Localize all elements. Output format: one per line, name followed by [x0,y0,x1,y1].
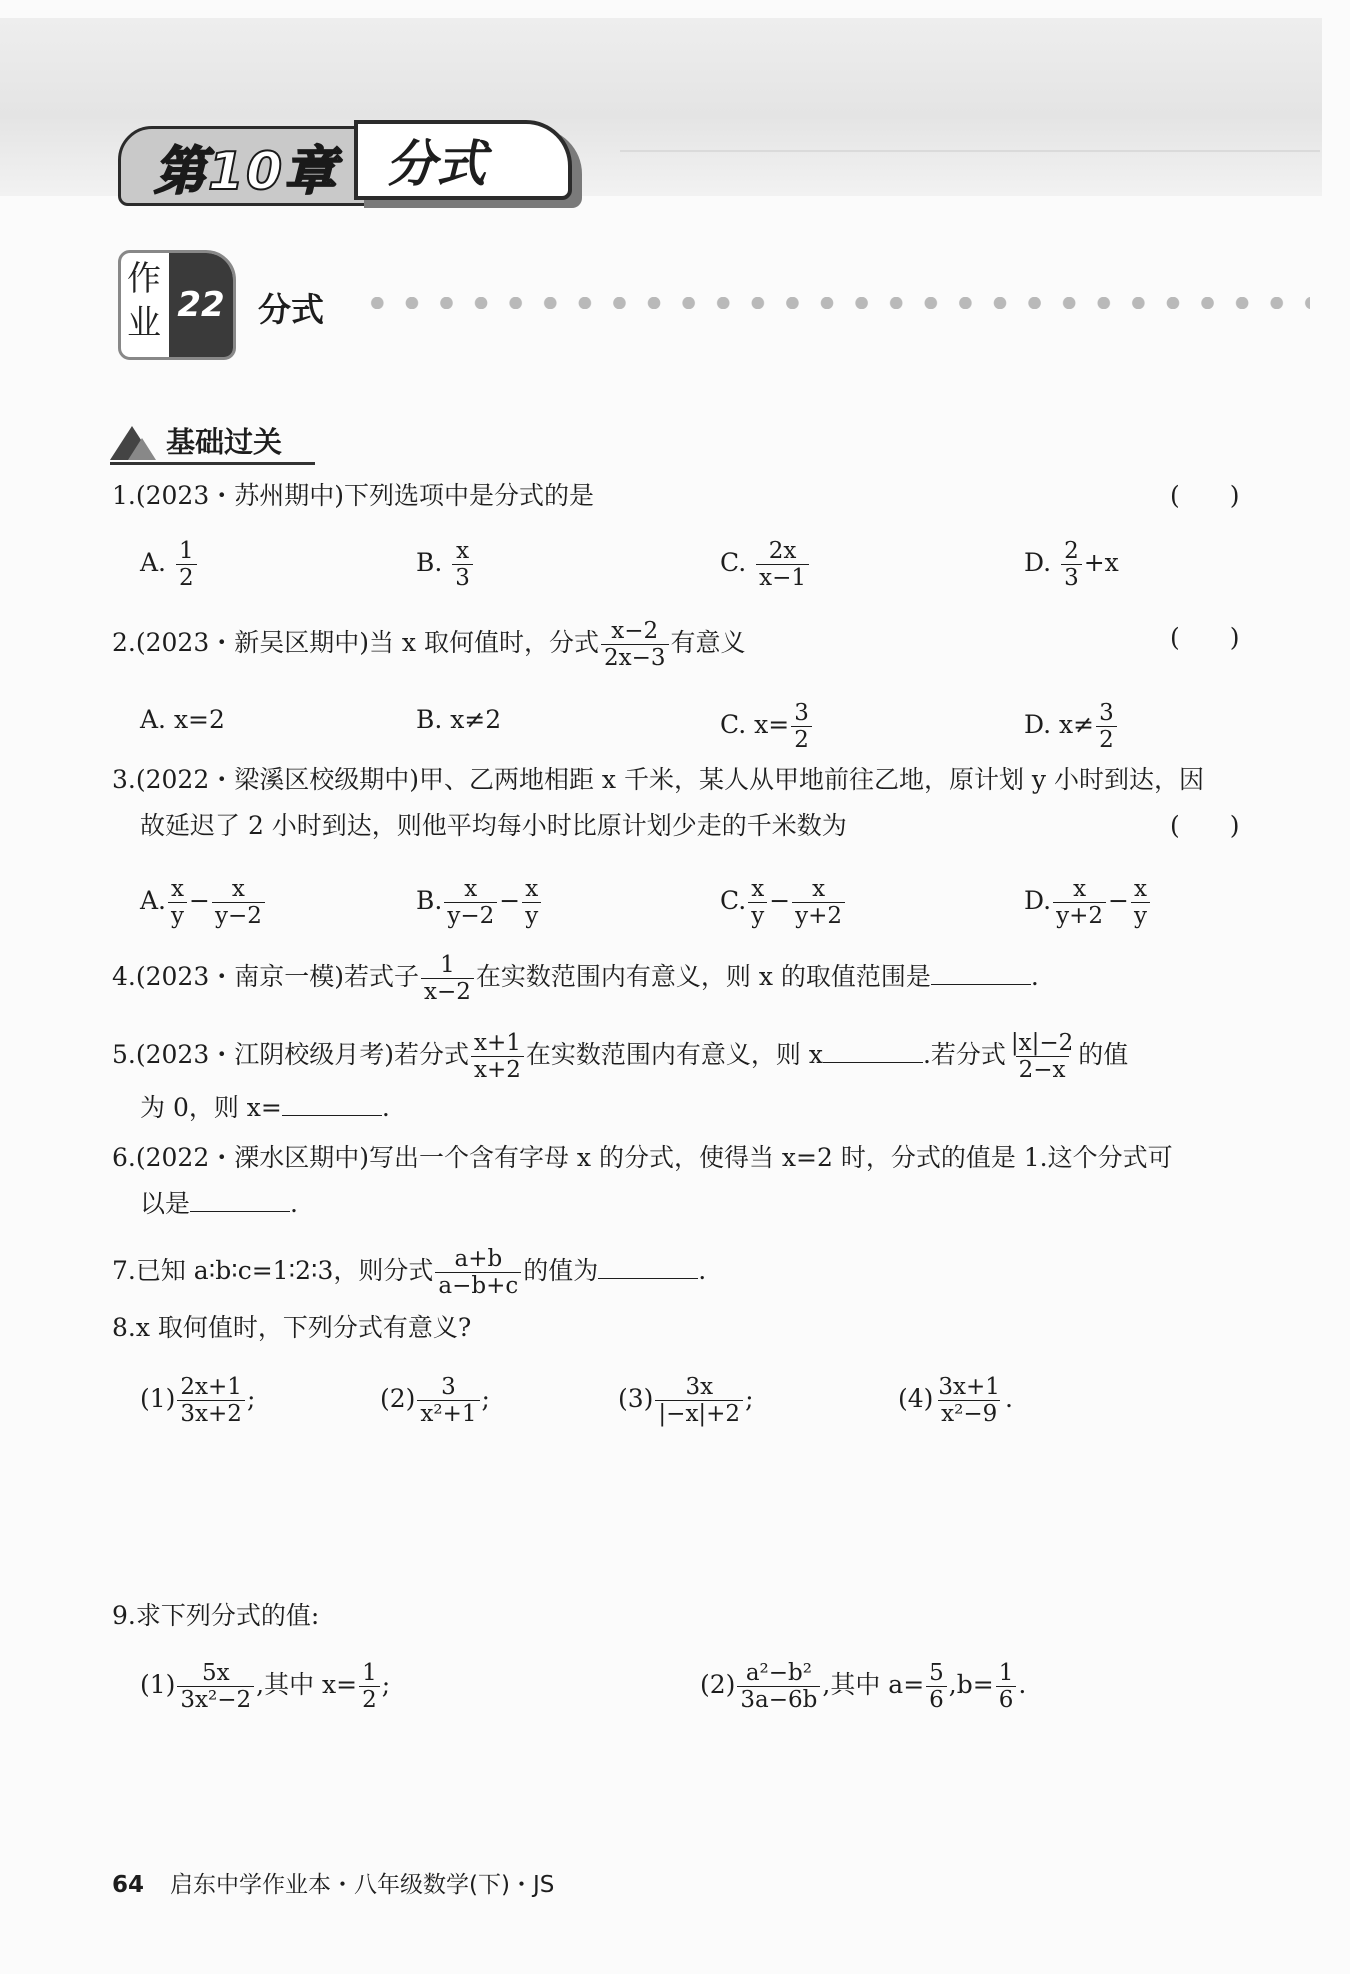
denominator: 6 [926,1686,947,1713]
question-9-part-2 [700,1660,1026,1713]
numerator: x [1133,876,1147,902]
operator: − [499,886,521,915]
fraction [1008,1030,1076,1083]
numerator: x [525,876,539,902]
fraction [212,876,265,929]
fraction [926,1660,947,1713]
stem-text: 4.(2023・南京一模)若式子 [112,962,419,991]
numerator: 2x+1 [180,1374,242,1400]
fraction [471,1030,524,1083]
fraction [1053,876,1106,929]
part-label: (1) [140,1670,176,1699]
denominator: y [522,902,541,929]
numerator: 2 [1064,538,1079,564]
numerator: 3x [685,1374,714,1400]
fraction [996,1660,1017,1713]
denominator: y [748,902,767,929]
fraction [421,952,474,1005]
page-footer [112,1866,554,1899]
question-8-part-3 [618,1374,754,1427]
homework-label-zuo: 作 [127,259,161,299]
question-1-answer-paren[interactable]: ( ) [1170,481,1240,510]
question-1-option-a[interactable] [140,538,199,591]
stem-text: 在实数范围内有意义，则 x 的取值范围是 [475,962,931,991]
question-2-answer-paren[interactable]: ( ) [1170,623,1240,652]
stem-text: . [290,1189,298,1218]
part-end: ; [481,1384,490,1413]
question-2-stem [112,618,746,671]
chapter-number: 第10章 [118,126,374,206]
fraction [791,700,812,753]
fraction [177,1660,254,1713]
option-label: A. [140,886,167,915]
denominator: y−2 [212,902,265,929]
answer-blank[interactable] [598,1252,698,1279]
fraction [359,1660,380,1713]
option-label: C. [720,548,747,577]
numerator: x+1 [473,1030,521,1056]
numerator: 2x [768,538,797,564]
question-5-line2 [140,1088,390,1128]
denominator: y+2 [792,902,845,929]
book-title: 启东中学作业本・八年级数学(下)・JS [170,1872,555,1898]
fraction [748,876,767,929]
question-8-part-2 [380,1374,490,1427]
denominator: 2 [791,726,812,753]
fraction [522,876,541,929]
numerator: x [171,876,184,902]
denominator: 3x+2 [177,1400,245,1427]
question-4 [112,952,1039,1005]
answer-blank[interactable] [190,1185,290,1212]
question-5-line1 [112,1030,1128,1083]
stem-text: 5.(2023・江阴校级月考)若分式 [112,1040,469,1069]
fraction [655,1374,743,1427]
denominator: y [168,902,187,929]
dotted-divider [360,297,1310,309]
numerator: 3x+1 [938,1374,1000,1400]
numerator: 5x [201,1660,230,1686]
numerator: x [456,538,470,564]
question-2-option-d[interactable] [1024,700,1119,753]
operator: − [189,886,210,915]
question-3-answer-paren[interactable]: ( ) [1170,811,1240,840]
question-3-stem-line2: 故延迟了 2 小时到达，则他平均每小时比原计划少走的千米数为 [140,811,847,840]
denominator: 3 [452,564,473,591]
part-end: . [1004,1384,1013,1413]
homework-label-ye: 业 [127,303,161,343]
option-text: C. x= [720,710,790,739]
numerator: 3 [441,1374,456,1400]
option-label: B. [416,886,443,915]
option-label: D. [1024,548,1052,577]
numerator: 5 [929,1660,944,1686]
denominator: |−x|+2 [655,1400,743,1427]
option-tail: +x [1083,548,1119,577]
denominator: 2 [1096,726,1117,753]
stem-text: 为 0，则 x= [140,1093,282,1122]
denominator: x²−9 [938,1400,1000,1427]
homework-badge [118,250,236,360]
denominator: 2−x [1016,1056,1069,1083]
fraction [1061,538,1082,591]
question-7 [112,1246,706,1299]
fraction [756,538,809,591]
question-6-line1: 6.(2022・溧水区期中)写出一个含有字母 x 的分式，使得当 x=2 时，分式的值是 1.这个分式可 [112,1143,1173,1172]
question-9-stem: 9.求下列分式的值: [112,1601,320,1630]
question-6-line2 [140,1184,298,1224]
fraction [601,618,669,671]
stem-text: 的值 [1078,1040,1129,1069]
question-9-part-1 [140,1660,390,1713]
option-text: D. x≠ [1024,710,1095,739]
chapter-title: 分式 [354,120,572,200]
fraction [417,1374,479,1427]
part-end: ; [381,1670,391,1699]
answer-blank[interactable] [282,1089,382,1116]
stem-text: . [381,1093,390,1122]
fraction [1131,876,1150,929]
option-label: C. [720,886,747,915]
denominator: x−2 [421,978,474,1005]
fraction [792,876,845,929]
option-label: D. [1024,886,1052,915]
question-1-option-c[interactable] [720,538,811,591]
numerator: x [231,876,245,902]
option-label: A. [140,548,167,577]
denominator: x+2 [471,1056,524,1083]
numerator: 1 [998,1660,1014,1686]
question-1-stem: 1.(2023・苏州期中)下列选项中是分式的是 [112,481,594,510]
question-3-option-c[interactable] [720,876,847,929]
denominator: 6 [996,1686,1017,1713]
denominator: 3x²−2 [177,1686,254,1713]
question-8-stem: 8.x 取何值时，下列分式有意义? [112,1313,472,1342]
stem-text: 有意义 [670,628,746,657]
question-2-option-b[interactable]: B. x≠2 [416,705,502,734]
homework-title: 分式 [258,290,324,329]
section-underline [110,462,315,465]
question-3-option-b[interactable] [416,876,543,929]
denominator: 2 [176,564,197,591]
part-text: ,其中 a= [822,1670,925,1699]
denominator: x−1 [756,564,809,591]
fraction [435,1246,521,1299]
numerator: 3 [1099,700,1114,726]
fraction [452,538,473,591]
stem-text: 以是 [140,1189,191,1218]
denominator: x²+1 [417,1400,479,1427]
denominator: 2x−3 [601,644,669,671]
part-end: ; [745,1384,754,1413]
part-label: (3) [618,1384,654,1413]
question-8-part-1 [140,1374,255,1427]
option-label: B. [416,548,443,577]
fraction [935,1374,1003,1427]
numerator: 1 [440,952,455,978]
question-2-option-c[interactable] [720,700,814,753]
numerator: x [812,876,826,902]
numerator: |x|−2 [1010,1030,1074,1056]
numerator: 3 [794,700,809,726]
numerator: 1 [362,1660,377,1686]
numerator: x−2 [611,618,659,644]
denominator: y−2 [444,902,497,929]
chapter-heading [118,120,578,212]
numerator: a²−b² [745,1660,812,1686]
page-number: 64 [112,1872,145,1898]
answer-blank[interactable] [823,1036,923,1063]
part-text: ,其中 x= [256,1670,358,1699]
stem-text: . [698,1256,707,1285]
numerator: x [464,876,478,902]
question-1-option-d[interactable] [1024,538,1119,591]
part-end: . [1018,1670,1027,1699]
denominator: 3a−6b [737,1686,820,1713]
denominator: 2 [359,1686,380,1713]
mountain-icon-small [128,438,156,460]
question-8-part-4 [898,1374,1013,1427]
numerator: 1 [178,538,194,564]
part-text: ,b= [948,1670,994,1699]
question-3-option-d[interactable] [1024,876,1152,929]
question-1-option-b[interactable] [416,538,475,591]
stem-text: .若分式 [922,1040,1006,1069]
numerator: a+b [454,1246,503,1272]
question-3-option-a[interactable] [140,876,267,929]
fraction [176,538,197,591]
fraction [1096,700,1117,753]
answer-blank[interactable] [931,958,1031,985]
stem-text: . [1030,962,1039,991]
part-label: (1) [140,1384,176,1413]
fraction [168,876,187,929]
denominator: y+2 [1053,902,1106,929]
section-heading [110,418,320,462]
operator: − [769,886,791,915]
part-label: (2) [380,1384,416,1413]
part-label: (4) [898,1384,934,1413]
stem-text: 的值为 [523,1256,599,1285]
part-label: (2) [700,1670,736,1699]
operator: − [1108,886,1129,915]
banner-bleed-through [620,150,1320,170]
homework-number: 22 [169,253,233,357]
question-3-stem-line1: 3.(2022・梁溪区校级期中)甲、乙两地相距 x 千米，某人从甲地前往乙地，原计划 y 小时到达，因 [112,765,1204,794]
homework-label [127,257,171,345]
denominator: y [1131,902,1150,929]
numerator: x [751,876,765,902]
stem-text: 在实数范围内有意义，则 x [525,1040,823,1069]
stem-text: 2.(2023・新吴区期中)当 x 取何值时，分式 [112,628,599,657]
fraction [177,1374,245,1427]
denominator: a−b+c [435,1272,521,1299]
fraction [444,876,497,929]
section-label: 基础过关 [166,425,283,459]
part-end: ; [246,1384,256,1413]
stem-text: 7.已知 a∶b∶c=1∶2∶3，则分式 [112,1256,434,1285]
denominator: 3 [1061,564,1082,591]
numerator: x [1073,876,1087,902]
fraction [737,1660,820,1713]
question-2-option-a[interactable]: A. x=2 [140,705,225,734]
